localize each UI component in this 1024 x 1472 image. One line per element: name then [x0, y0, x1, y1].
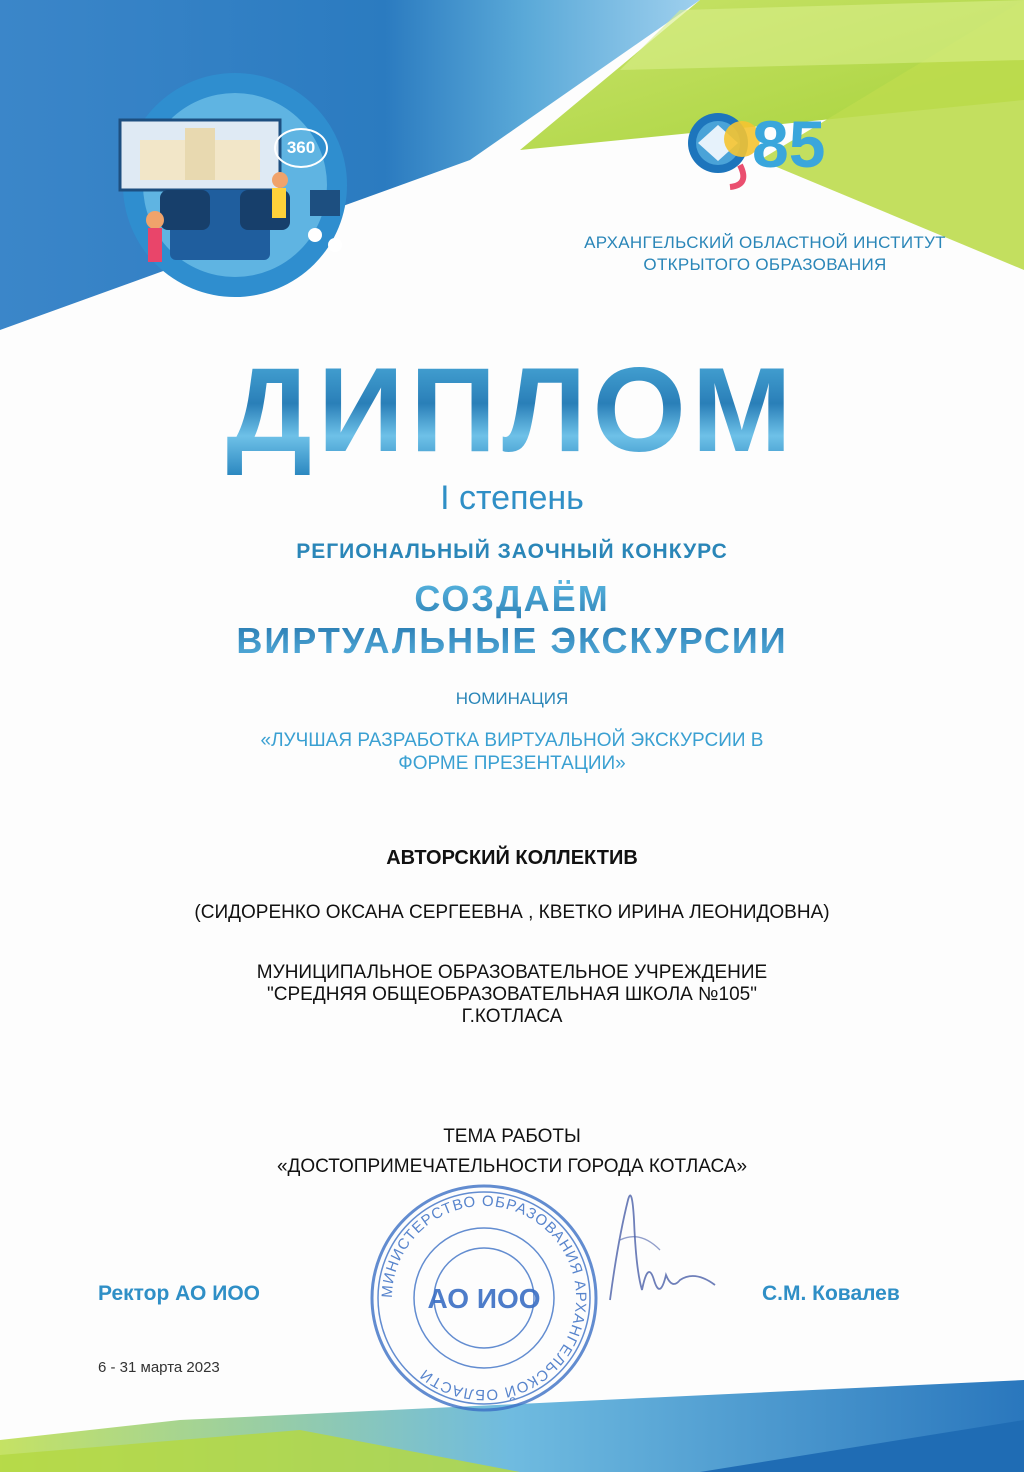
school-line-3: Г.КОТЛАСА: [461, 1006, 563, 1027]
rector-name: С.М. Ковалев: [762, 1282, 900, 1305]
stamp-ring-text: МИНИСТЕРСТВО ОБРАЗОВАНИЯ АРХАНГЕЛЬСКОЙ ОБЛАСТИ: [378, 1192, 590, 1404]
school-line-2: "СРЕДНЯЯ ОБЩЕОБРАЗОВАТЕЛЬНАЯ ШКОЛА №105": [267, 984, 757, 1005]
diploma-degree: I степень: [440, 479, 584, 517]
institute-name: [560, 232, 970, 276]
official-stamp: [368, 1182, 600, 1414]
logo-number: 85: [752, 107, 826, 181]
rector-signature: [600, 1180, 720, 1310]
school-line-1: МУНИЦИПАЛЬНОЕ ОБРАЗОВАТЕЛЬНОЕ УЧРЕЖДЕНИЕ: [256, 962, 768, 983]
nomination-label: НОМИНАЦИЯ: [455, 689, 569, 708]
nomination-line-2: ФОРМЕ ПРЕЗЕНТАЦИИ»: [398, 753, 626, 774]
nomination-line-1: «ЛУЧШАЯ РАЗРАБОТКА ВИРТУАЛЬНОЙ ЭКСКУРСИИ В: [260, 730, 764, 751]
institute-85-logo: [680, 95, 850, 195]
institute-line-2: ОТКРЫТОГО ОБРАЗОВАНИЯ: [643, 255, 887, 274]
contest-name-line-2: ВИРТУАЛЬНЫЕ ЭКСКУРСИИ: [236, 620, 788, 661]
rector-label: Ректор АО ИОО: [98, 1282, 260, 1305]
contest-name-line-1: СОЗДАЁМ: [414, 578, 610, 619]
work-topic: [0, 1122, 1024, 1182]
contest-name: [0, 578, 1024, 662]
institute-line-1: АРХАНГЕЛЬСКИЙ ОБЛАСТНОЙ ИНСТИТУТ: [584, 233, 946, 252]
contest-type: РЕГИОНАЛЬНЫЙ ЗАОЧНЫЙ КОНКУРС: [296, 540, 728, 563]
contest-date: 6 - 31 марта 2023: [98, 1359, 220, 1376]
topic-title: «ДОСТОПРИМЕЧАТЕЛЬНОСТИ ГОРОДА КОТЛАСА»: [276, 1156, 748, 1177]
diploma-title: ДИПЛОМ: [0, 345, 1024, 475]
virtual-tour-illustration: [100, 70, 370, 300]
recipient-authors: (СИДОРЕНКО ОКСАНА СЕРГЕЕВНА , КВЕТКО ИРИНА ЛЕОНИДОВНА): [194, 902, 830, 923]
stamp-center-text: АО ИОО: [427, 1283, 541, 1314]
recipient-school: [0, 962, 1024, 1028]
recipient-label: АВТОРСКИЙ КОЛЛЕКТИВ: [386, 847, 638, 869]
nomination-text: [0, 729, 1024, 775]
badge-360: 360: [274, 128, 328, 168]
topic-label: ТЕМА РАБОТЫ: [443, 1126, 581, 1147]
